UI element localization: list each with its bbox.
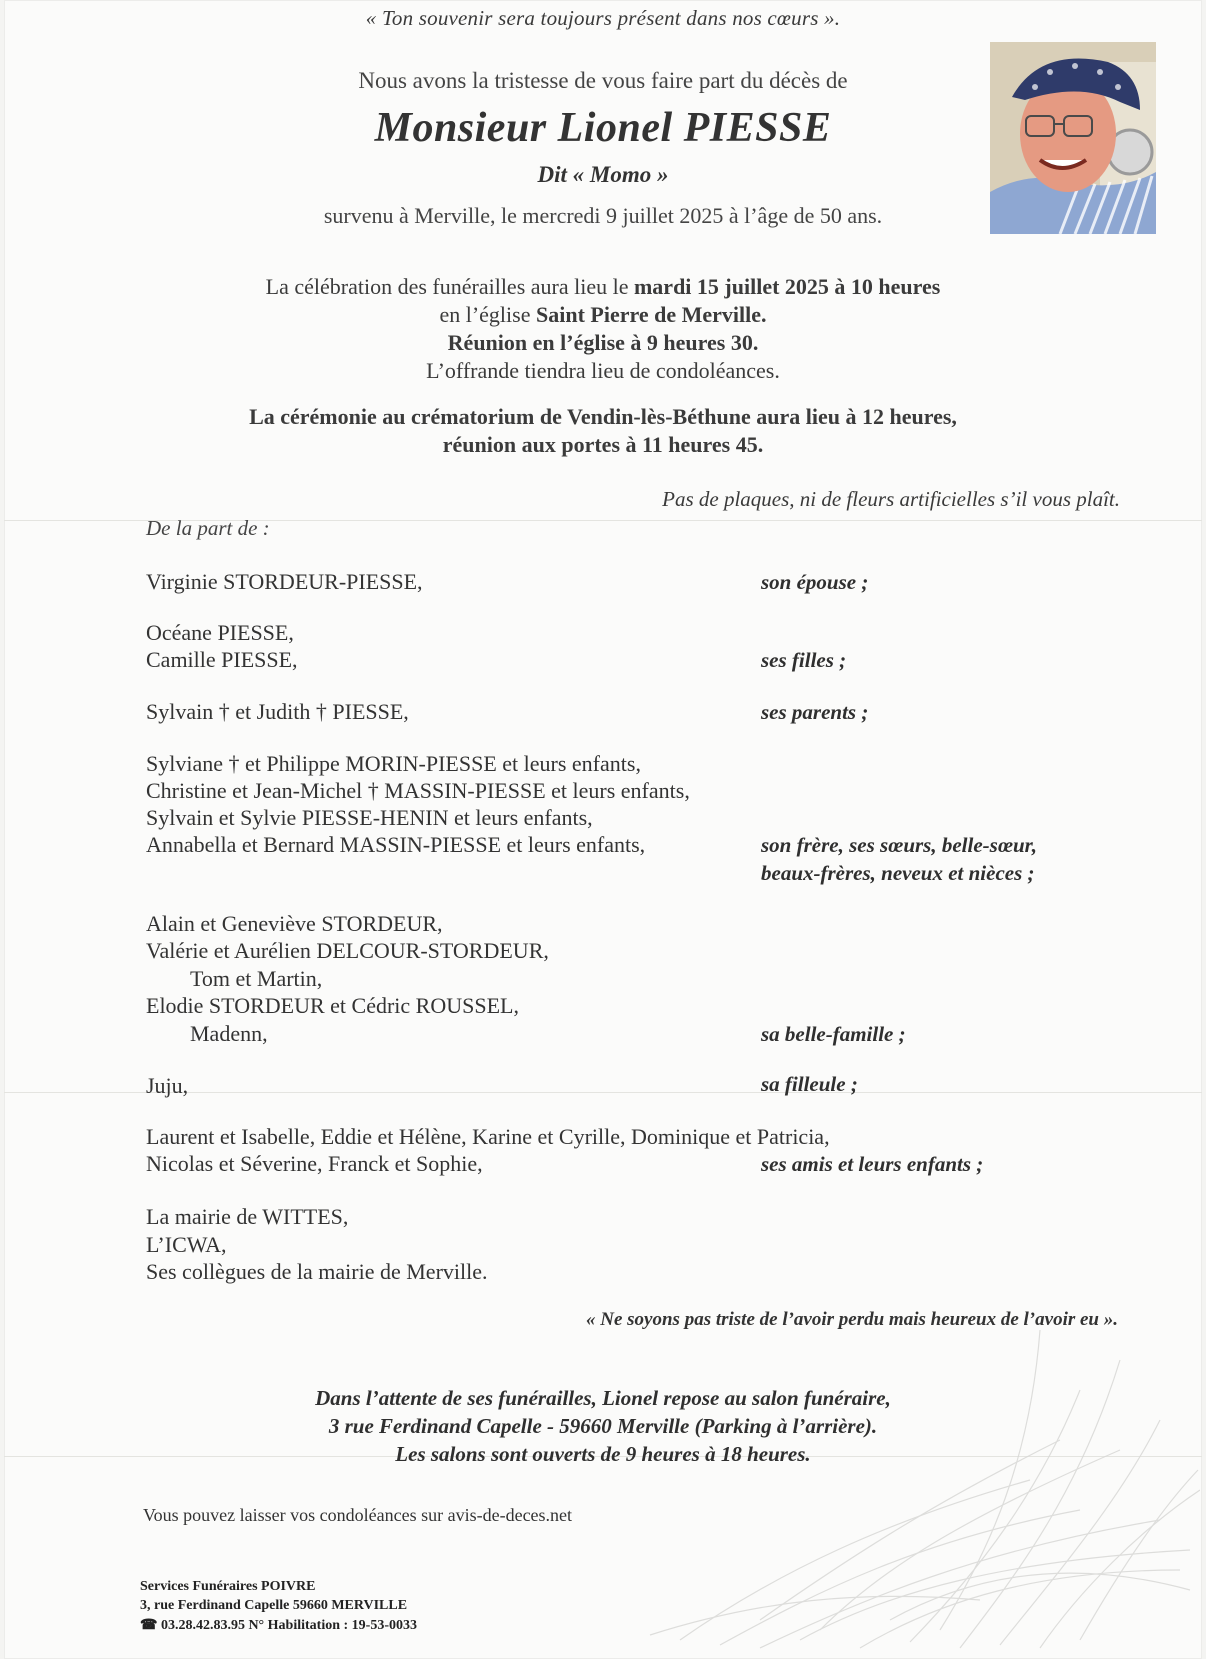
sibling-name: Sylviane † et Philippe MORIN-PIESSE et leurs enfants, — [146, 751, 641, 776]
sibling-name: Christine et Jean-Michel † MASSIN-PIESSE et leurs enfants, — [146, 778, 690, 803]
church-name: Saint Pierre de Merville. — [536, 302, 767, 327]
siblings-role: beaux-frères, neveux et nièces ; — [761, 861, 1035, 885]
bottom-quote: « Ne soyons pas triste de l’avoir perdu mais heureux de l’avoir eu ». — [586, 1309, 1118, 1330]
announcement-intro: Nous avons la tristesse de vous faire part du décès de — [358, 68, 848, 93]
top-quote: « Ton souvenir sera toujours présent dans nos cœurs ». — [365, 6, 841, 30]
daughter-name: Camille PIESSE, — [146, 647, 298, 672]
inlaw-name: Elodie STORDEUR et Cédric ROUSSEL, — [146, 993, 519, 1018]
inlaw-name: Valérie et Aurélien DELCOUR-STORDEUR, — [146, 938, 549, 963]
siblings-role: son frère, ses sœurs, belle-sœur, — [761, 833, 1037, 857]
organisation: La mairie de WITTES, — [146, 1204, 349, 1229]
rest-location-line-2: 3 rue Ferdinand Capelle - 59660 Merville (Parking à l’arrière). — [328, 1414, 878, 1438]
nickname: Dit « Momo » — [537, 162, 669, 187]
deceased-name: Monsieur Lionel PIESSE — [374, 105, 832, 151]
parents-name: Sylvain † et Judith † PIESSE, — [146, 699, 409, 724]
spouse-name: Virginie STORDEUR-PIESSE, — [146, 569, 423, 594]
inlaw-name: Tom et Martin, — [190, 966, 323, 991]
funeral-firm-name: Services Funéraires POIVRE — [140, 1579, 316, 1594]
friends-role: ses amis et leurs enfants ; — [761, 1152, 984, 1176]
friends-names: Laurent et Isabelle, Eddie et Hélène, Karine et Cyrille, Dominique et Patricia, — [146, 1124, 830, 1149]
funeral-firm-phone: ☎ 03.28.42.83.95 N° Habilitation : 19-53-0033 — [140, 1618, 417, 1633]
inlaw-name: Alain et Geneviève STORDEUR, — [146, 911, 443, 936]
friends-names: Nicolas et Séverine, Franck et Sophie, — [146, 1151, 483, 1176]
condolences-note: Vous pouvez laisser vos condoléances sur avis-de-deces.net — [143, 1505, 573, 1525]
inlaws-role: sa belle-famille ; — [761, 1022, 906, 1046]
no-plaques-note: Pas de plaques, ni de fleurs artificielles s’il vous plaît. — [662, 487, 1120, 511]
organisation: L’ICWA, — [146, 1232, 227, 1257]
daughter-name: Océane PIESSE, — [146, 620, 294, 645]
funeral-date-line: La célébration des funérailles aura lieu le mardi 15 juillet 2025 à 10 heures — [265, 274, 941, 299]
cremation-line-2: réunion aux portes à 11 heures 45. — [442, 432, 764, 457]
parents-role: ses parents ; — [761, 700, 869, 724]
church-line: en l’église Saint Pierre de Merville. — [439, 302, 767, 327]
organisation: Ses collègues de la mairie de Merville. — [146, 1259, 488, 1284]
meeting-time: Réunion en l’église à 9 heures 30. — [447, 330, 759, 355]
rest-location-line-1: Dans l’attente de ses funérailles, Lionel repose au salon funéraire, — [315, 1386, 891, 1410]
funeral-firm-address: 3, rue Ferdinand Capelle 59660 MERVILLE — [140, 1598, 408, 1613]
from-label: De la part de : — [146, 516, 270, 540]
funeral-date: mardi 15 juillet 2025 à 10 heures — [633, 274, 941, 299]
spouse-role: son épouse ; — [761, 570, 869, 594]
sibling-name: Sylvain et Sylvie PIESSE-HENIN et leurs enfants, — [146, 805, 593, 830]
inlaw-name: Madenn, — [190, 1021, 268, 1046]
daughters-role: ses filles ; — [761, 648, 847, 672]
cremation-line-1: La cérémonie au crématorium de Vendin-lès-Béthune aura lieu à 12 heures, — [249, 404, 957, 429]
goddaughter-name: Juju, — [146, 1073, 189, 1098]
offering-note: L’offrande tiendra lieu de condoléances. — [426, 358, 780, 383]
goddaughter-role: sa filleule ; — [761, 1072, 858, 1096]
sibling-name: Annabella et Bernard MASSIN-PIESSE et leurs enfants, — [146, 832, 646, 857]
death-details: survenu à Merville, le mercredi 9 juillet 2025 à l’âge de 50 ans. — [323, 203, 883, 228]
salon-hours: Les salons sont ouverts de 9 heures à 18 heures. — [395, 1442, 811, 1466]
